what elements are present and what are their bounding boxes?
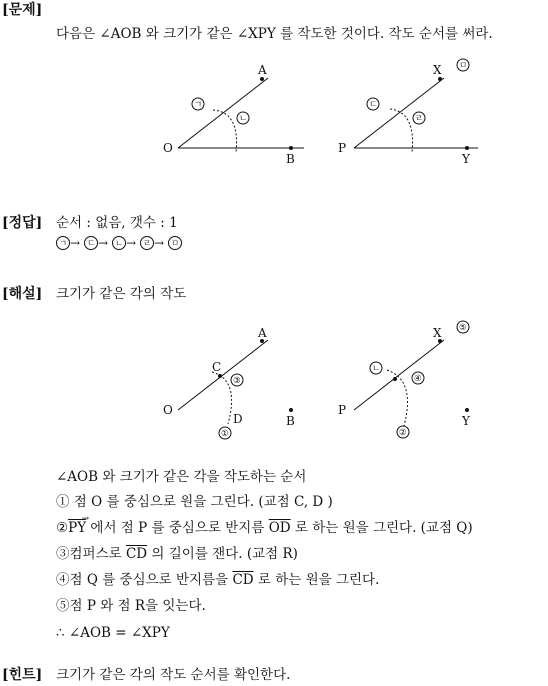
- seq-arrow: →: [98, 236, 109, 250]
- conclusion: ∴ ∠AOB = ∠XPY: [56, 625, 170, 641]
- label-a-solution: A: [258, 326, 267, 340]
- seq-arrow: →: [154, 236, 165, 250]
- label-p: P: [338, 141, 347, 155]
- seq-arrow: →: [70, 236, 81, 250]
- mark-nieun: ㄴ: [239, 114, 248, 124]
- arc-construction: [390, 109, 413, 152]
- mark-giyeok: ㄱ: [194, 100, 203, 110]
- point-y: [465, 146, 469, 150]
- segment-cd: $\overline{CD}$: [125, 546, 148, 562]
- steps-title: ∠AOB 와 크기가 같은 각을 작도하는 순서: [56, 469, 307, 485]
- step-5: ⑤점 P 와 점 R을 잇는다.: [56, 598, 206, 614]
- mark-digeut: ㄷ: [369, 100, 378, 110]
- step-mark-2: ②: [399, 428, 407, 438]
- label-o: O: [163, 141, 173, 155]
- step-mark-5: ⑤: [459, 323, 467, 333]
- step-2-mid: 에서 점 P 를 중심으로 반지름: [86, 520, 269, 536]
- solution-tag: [해설]: [2, 286, 43, 302]
- ray-py-text: PY: [68, 520, 87, 536]
- solution-heading: 크기가 같은 각의 작도: [56, 286, 187, 302]
- ray-px: [354, 78, 444, 148]
- step-mark-4: ④: [414, 374, 422, 384]
- ray-oa: [178, 78, 268, 148]
- ray-oa-solution: [178, 340, 268, 410]
- answer-sequence: [56, 234, 206, 254]
- step-2-post: 로 하는 원을 그린다. (교점 Q): [290, 520, 473, 536]
- mark-nieun-solution: ㄴ: [372, 364, 381, 374]
- problem-tag: [문제]: [2, 2, 43, 18]
- answer-line-1: 순서 : 없음, 갯수 : 1: [56, 215, 178, 231]
- step-1: ① 점 O 를 중심으로 원을 그린다. (교점 C, D ): [56, 494, 333, 510]
- step-2-number: ②: [56, 520, 69, 536]
- hint-tag: [힌트]: [2, 667, 43, 683]
- problem-text: 다음은 ∠AOB 와 크기가 같은 ∠XPY 를 작도한 것이다. 작도 순서를 써라.: [56, 26, 493, 42]
- point-x: [438, 77, 442, 81]
- label-x-solution: X: [433, 326, 442, 340]
- point-c: [218, 374, 222, 378]
- label-p-solution: P: [338, 403, 347, 417]
- answer-tag: [정답]: [2, 215, 43, 231]
- step-mark-1: ①: [221, 429, 229, 439]
- seq-item-4: ㄹ: [143, 239, 152, 249]
- seq-item-3: ㄴ: [115, 239, 124, 249]
- step-3-post: 의 길이를 잰다. (교점 R): [147, 546, 298, 562]
- label-b-solution: B: [286, 414, 295, 428]
- point-r: [393, 377, 397, 381]
- seq-item-2: ㄷ: [87, 239, 96, 249]
- step-mark-3: ③: [233, 376, 241, 386]
- seq-item-5: ㅁ: [171, 239, 180, 249]
- step-2: [56, 514, 473, 536]
- point-y-solution: [465, 408, 469, 412]
- step-4-post: 로 하는 원을 그린다.: [253, 572, 380, 588]
- step-3: [56, 546, 298, 562]
- label-c: C: [212, 360, 222, 374]
- point-b-solution: [289, 408, 293, 412]
- segment-od: $\overline{OD}$: [268, 520, 291, 536]
- label-b: B: [286, 152, 295, 166]
- mark-mieum: ㅁ: [459, 61, 468, 71]
- label-o-solution: O: [163, 403, 173, 417]
- arc-construction: [213, 110, 237, 152]
- label-y-solution: Y: [462, 414, 470, 428]
- step-3-pre: ③컴퍼스로: [56, 546, 126, 562]
- arc-center-o: [212, 372, 232, 424]
- ray-arrow-icon: →: [81, 514, 90, 524]
- label-a: A: [258, 63, 267, 77]
- mark-rieul: ㄹ: [415, 114, 424, 124]
- seq-arrow: →: [126, 236, 137, 250]
- seq-item-1: ㄱ: [59, 239, 68, 249]
- label-d: D: [233, 412, 243, 426]
- segment-cd: $\overline{CD}$: [232, 572, 254, 588]
- arc-center-p: [387, 370, 408, 426]
- step-4-pre: ④점 Q 를 중심으로 반지름을: [56, 572, 233, 588]
- hint-text: 크기가 같은 각의 작도 순서를 확인한다.: [56, 667, 291, 683]
- point-b: [289, 146, 293, 150]
- point-a: [260, 77, 264, 81]
- label-x: X: [433, 63, 442, 77]
- step-4: [56, 572, 379, 588]
- label-y: Y: [462, 152, 470, 166]
- ray-py-notation: [68, 514, 90, 536]
- ray-px-solution: [354, 340, 444, 410]
